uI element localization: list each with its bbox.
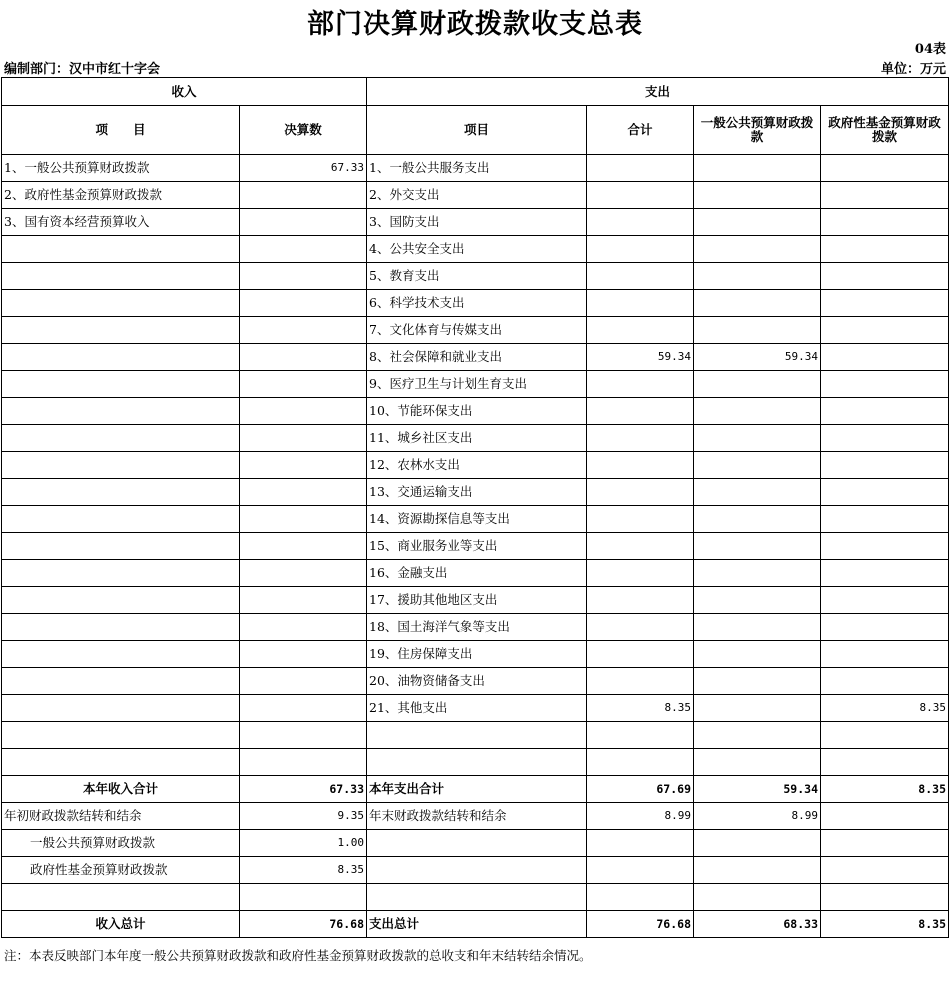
income-item <box>2 479 240 506</box>
income-value <box>240 749 367 776</box>
expense-item <box>367 749 587 776</box>
income-item <box>2 695 240 722</box>
expense-header: 支出 <box>367 78 949 106</box>
table-row <box>2 371 949 398</box>
income-value <box>240 371 367 398</box>
income-item <box>2 560 240 587</box>
income-item <box>2 614 240 641</box>
expense-fund <box>821 452 949 479</box>
expense-general <box>694 722 821 749</box>
expense-total <box>587 533 694 560</box>
expense-general <box>694 155 821 182</box>
expense-total <box>587 614 694 641</box>
table-row <box>2 344 949 371</box>
carry-out-general: 8.99 <box>694 803 821 830</box>
expense-general <box>694 236 821 263</box>
income-item <box>2 668 240 695</box>
carry-general-row <box>2 830 949 857</box>
header-row-2 <box>2 106 949 155</box>
income-value <box>240 722 367 749</box>
expense-general <box>694 587 821 614</box>
year-expense-total-label: 本年支出合计 <box>367 776 587 803</box>
income-item <box>2 290 240 317</box>
expense-general <box>694 533 821 560</box>
income-value <box>240 533 367 560</box>
table-row <box>2 533 949 560</box>
expense-item <box>367 722 587 749</box>
expense-general <box>694 290 821 317</box>
income-item <box>2 722 240 749</box>
expense-fund <box>821 668 949 695</box>
table-row <box>2 695 949 722</box>
expense-item: 20、油物资储备支出 <box>367 668 587 695</box>
expense-item: 9、医疗卫生与计划生育支出 <box>367 371 587 398</box>
expense-total <box>587 371 694 398</box>
carry-in-general-label: 一般公共预算财政拨款 <box>2 830 240 857</box>
expense-fund: 8.35 <box>821 695 949 722</box>
table-row <box>2 263 949 290</box>
header-row-1 <box>2 78 949 106</box>
expense-general <box>694 506 821 533</box>
income-item <box>2 371 240 398</box>
final-amount-header: 决算数 <box>240 106 367 155</box>
expense-item: 6、科学技术支出 <box>367 290 587 317</box>
expense-fund <box>821 317 949 344</box>
expense-item: 13、交通运输支出 <box>367 479 587 506</box>
expense-total <box>587 182 694 209</box>
expense-fund <box>821 290 949 317</box>
expense-fund <box>821 398 949 425</box>
footnote: 注：本表反映部门本年度一般公共预算财政拨款和政府性基金预算财政拨款的总收支和年末结转结余情况。 <box>4 948 592 963</box>
table-row <box>2 425 949 452</box>
expense-item: 3、国防支出 <box>367 209 587 236</box>
income-value <box>240 290 367 317</box>
blank-row <box>2 884 949 911</box>
expense-total <box>587 236 694 263</box>
expense-general <box>694 371 821 398</box>
income-value: 67.33 <box>240 155 367 182</box>
income-item <box>2 587 240 614</box>
table-row <box>2 506 949 533</box>
expense-item: 8、社会保障和就业支出 <box>367 344 587 371</box>
expense-total <box>587 290 694 317</box>
carry-in-general-value: 1.00 <box>240 830 367 857</box>
income-item <box>2 236 240 263</box>
income-value <box>240 695 367 722</box>
income-value <box>240 506 367 533</box>
expense-total <box>587 641 694 668</box>
table-row <box>2 317 949 344</box>
expense-total <box>587 722 694 749</box>
expense-item: 4、公共安全支出 <box>367 236 587 263</box>
expense-total <box>587 668 694 695</box>
table-row <box>2 560 949 587</box>
expense-general <box>694 560 821 587</box>
grand-total-row <box>2 911 949 938</box>
carry-in-fund-label: 政府性基金预算财政拨款 <box>2 857 240 884</box>
income-value <box>240 587 367 614</box>
expense-total <box>587 452 694 479</box>
income-value <box>240 452 367 479</box>
expense-item: 18、国土海洋气象等支出 <box>367 614 587 641</box>
expense-fund <box>821 614 949 641</box>
income-item <box>2 533 240 560</box>
income-item <box>2 344 240 371</box>
income-item <box>2 506 240 533</box>
expense-fund <box>821 371 949 398</box>
expense-general <box>694 425 821 452</box>
expense-fund <box>821 749 949 776</box>
expense-fund <box>821 209 949 236</box>
income-value <box>240 479 367 506</box>
year-expense-general: 59.34 <box>694 776 821 803</box>
expense-item: 21、其他支出 <box>367 695 587 722</box>
expense-general <box>694 263 821 290</box>
expense-item: 2、外交支出 <box>367 182 587 209</box>
grand-expense-total: 76.68 <box>587 911 694 938</box>
table-row <box>2 749 949 776</box>
income-item <box>2 317 240 344</box>
table-row <box>2 209 949 236</box>
unit-label: 单位：万元 <box>880 62 946 77</box>
expense-general <box>694 182 821 209</box>
expense-item: 1、一般公共服务支出 <box>367 155 587 182</box>
expense-total <box>587 425 694 452</box>
table-row <box>2 452 949 479</box>
expense-fund <box>821 722 949 749</box>
income-item <box>2 749 240 776</box>
table-row <box>2 614 949 641</box>
expense-total <box>587 560 694 587</box>
expense-general <box>694 668 821 695</box>
income-item: 3、国有资本经营预算收入 <box>2 209 240 236</box>
year-income-total-value: 67.33 <box>240 776 367 803</box>
table-row <box>2 236 949 263</box>
expense-general <box>694 209 821 236</box>
expense-fund <box>821 344 949 371</box>
expense-fund <box>821 641 949 668</box>
carry-out-label: 年末财政拨款结转和结余 <box>367 803 587 830</box>
expense-item: 17、援助其他地区支出 <box>367 587 587 614</box>
expense-total: 59.34 <box>587 344 694 371</box>
expense-general <box>694 641 821 668</box>
expense-fund <box>821 155 949 182</box>
grand-income-label: 收入总计 <box>2 911 240 938</box>
income-item <box>2 641 240 668</box>
carry-fund-row <box>2 857 949 884</box>
grand-expense-fund: 8.35 <box>821 911 949 938</box>
expense-general <box>694 317 821 344</box>
income-item <box>2 263 240 290</box>
expense-fund <box>821 236 949 263</box>
income-value <box>240 236 367 263</box>
table-row <box>2 290 949 317</box>
expense-fund <box>821 263 949 290</box>
general-budget-header: 一般公共预算财政拨款 <box>694 106 821 155</box>
table-number: 04表 <box>914 42 946 57</box>
expense-general <box>694 695 821 722</box>
income-value <box>240 668 367 695</box>
table-row <box>2 182 949 209</box>
expense-fund <box>821 533 949 560</box>
table-row <box>2 587 949 614</box>
expense-total <box>587 479 694 506</box>
income-value <box>240 614 367 641</box>
income-value <box>240 263 367 290</box>
income-item-header: 项 目 <box>2 106 240 155</box>
income-value <box>240 560 367 587</box>
income-item <box>2 452 240 479</box>
carry-out-total: 8.99 <box>587 803 694 830</box>
expense-item: 14、资源勘探信息等支出 <box>367 506 587 533</box>
table-row <box>2 155 949 182</box>
expense-fund <box>821 479 949 506</box>
expense-item: 7、文化体育与传媒支出 <box>367 317 587 344</box>
expense-item: 5、教育支出 <box>367 263 587 290</box>
expense-total <box>587 587 694 614</box>
expense-item: 12、农林水支出 <box>367 452 587 479</box>
expense-general <box>694 479 821 506</box>
expense-general <box>694 749 821 776</box>
expense-fund <box>821 587 949 614</box>
expense-item: 16、金融支出 <box>367 560 587 587</box>
expense-fund <box>821 425 949 452</box>
expense-general: 59.34 <box>694 344 821 371</box>
year-income-total-label: 本年收入合计 <box>2 776 240 803</box>
table-row <box>2 641 949 668</box>
carry-out-fund <box>821 803 949 830</box>
expense-fund <box>821 182 949 209</box>
expense-item: 19、住房保障支出 <box>367 641 587 668</box>
table-row <box>2 398 949 425</box>
page-title: 部门决算财政拨款收支总表 <box>307 9 643 40</box>
year-total-row <box>2 776 949 803</box>
income-item <box>2 398 240 425</box>
expense-total: 8.35 <box>587 695 694 722</box>
carry-row <box>2 803 949 830</box>
expense-total <box>587 209 694 236</box>
total-header: 合计 <box>587 106 694 155</box>
income-value <box>240 641 367 668</box>
expense-total <box>587 749 694 776</box>
grand-expense-general: 68.33 <box>694 911 821 938</box>
expense-total <box>587 506 694 533</box>
carry-in-fund-value: 8.35 <box>240 857 367 884</box>
expense-total <box>587 155 694 182</box>
carry-in-label: 年初财政拨款结转和结余 <box>2 803 240 830</box>
department-label: 编制部门：汉中市红十字会 <box>4 62 161 77</box>
gov-fund-header: 政府性基金预算财政拨款 <box>821 106 949 155</box>
expense-general <box>694 398 821 425</box>
income-value <box>240 398 367 425</box>
expense-fund <box>821 506 949 533</box>
table-row <box>2 479 949 506</box>
expense-item: 11、城乡社区支出 <box>367 425 587 452</box>
grand-expense-label: 支出总计 <box>367 911 587 938</box>
expense-item: 15、商业服务业等支出 <box>367 533 587 560</box>
income-value <box>240 182 367 209</box>
table-row <box>2 722 949 749</box>
grand-income-value: 76.68 <box>240 911 367 938</box>
income-value <box>240 425 367 452</box>
expense-total <box>587 398 694 425</box>
carry-in-value: 9.35 <box>240 803 367 830</box>
income-value <box>240 344 367 371</box>
year-expense-fund: 8.35 <box>821 776 949 803</box>
income-value <box>240 209 367 236</box>
income-item: 2、政府性基金预算财政拨款 <box>2 182 240 209</box>
expense-fund <box>821 560 949 587</box>
expense-general <box>694 452 821 479</box>
expense-item-header: 项目 <box>367 106 587 155</box>
income-item <box>2 425 240 452</box>
expense-item: 10、节能环保支出 <box>367 398 587 425</box>
table-row <box>2 668 949 695</box>
expense-total <box>587 263 694 290</box>
expense-general <box>694 614 821 641</box>
income-value <box>240 317 367 344</box>
expense-total <box>587 317 694 344</box>
year-expense-total: 67.69 <box>587 776 694 803</box>
budget-table <box>1 77 949 938</box>
income-item: 1、一般公共预算财政拨款 <box>2 155 240 182</box>
income-header: 收入 <box>2 78 367 106</box>
